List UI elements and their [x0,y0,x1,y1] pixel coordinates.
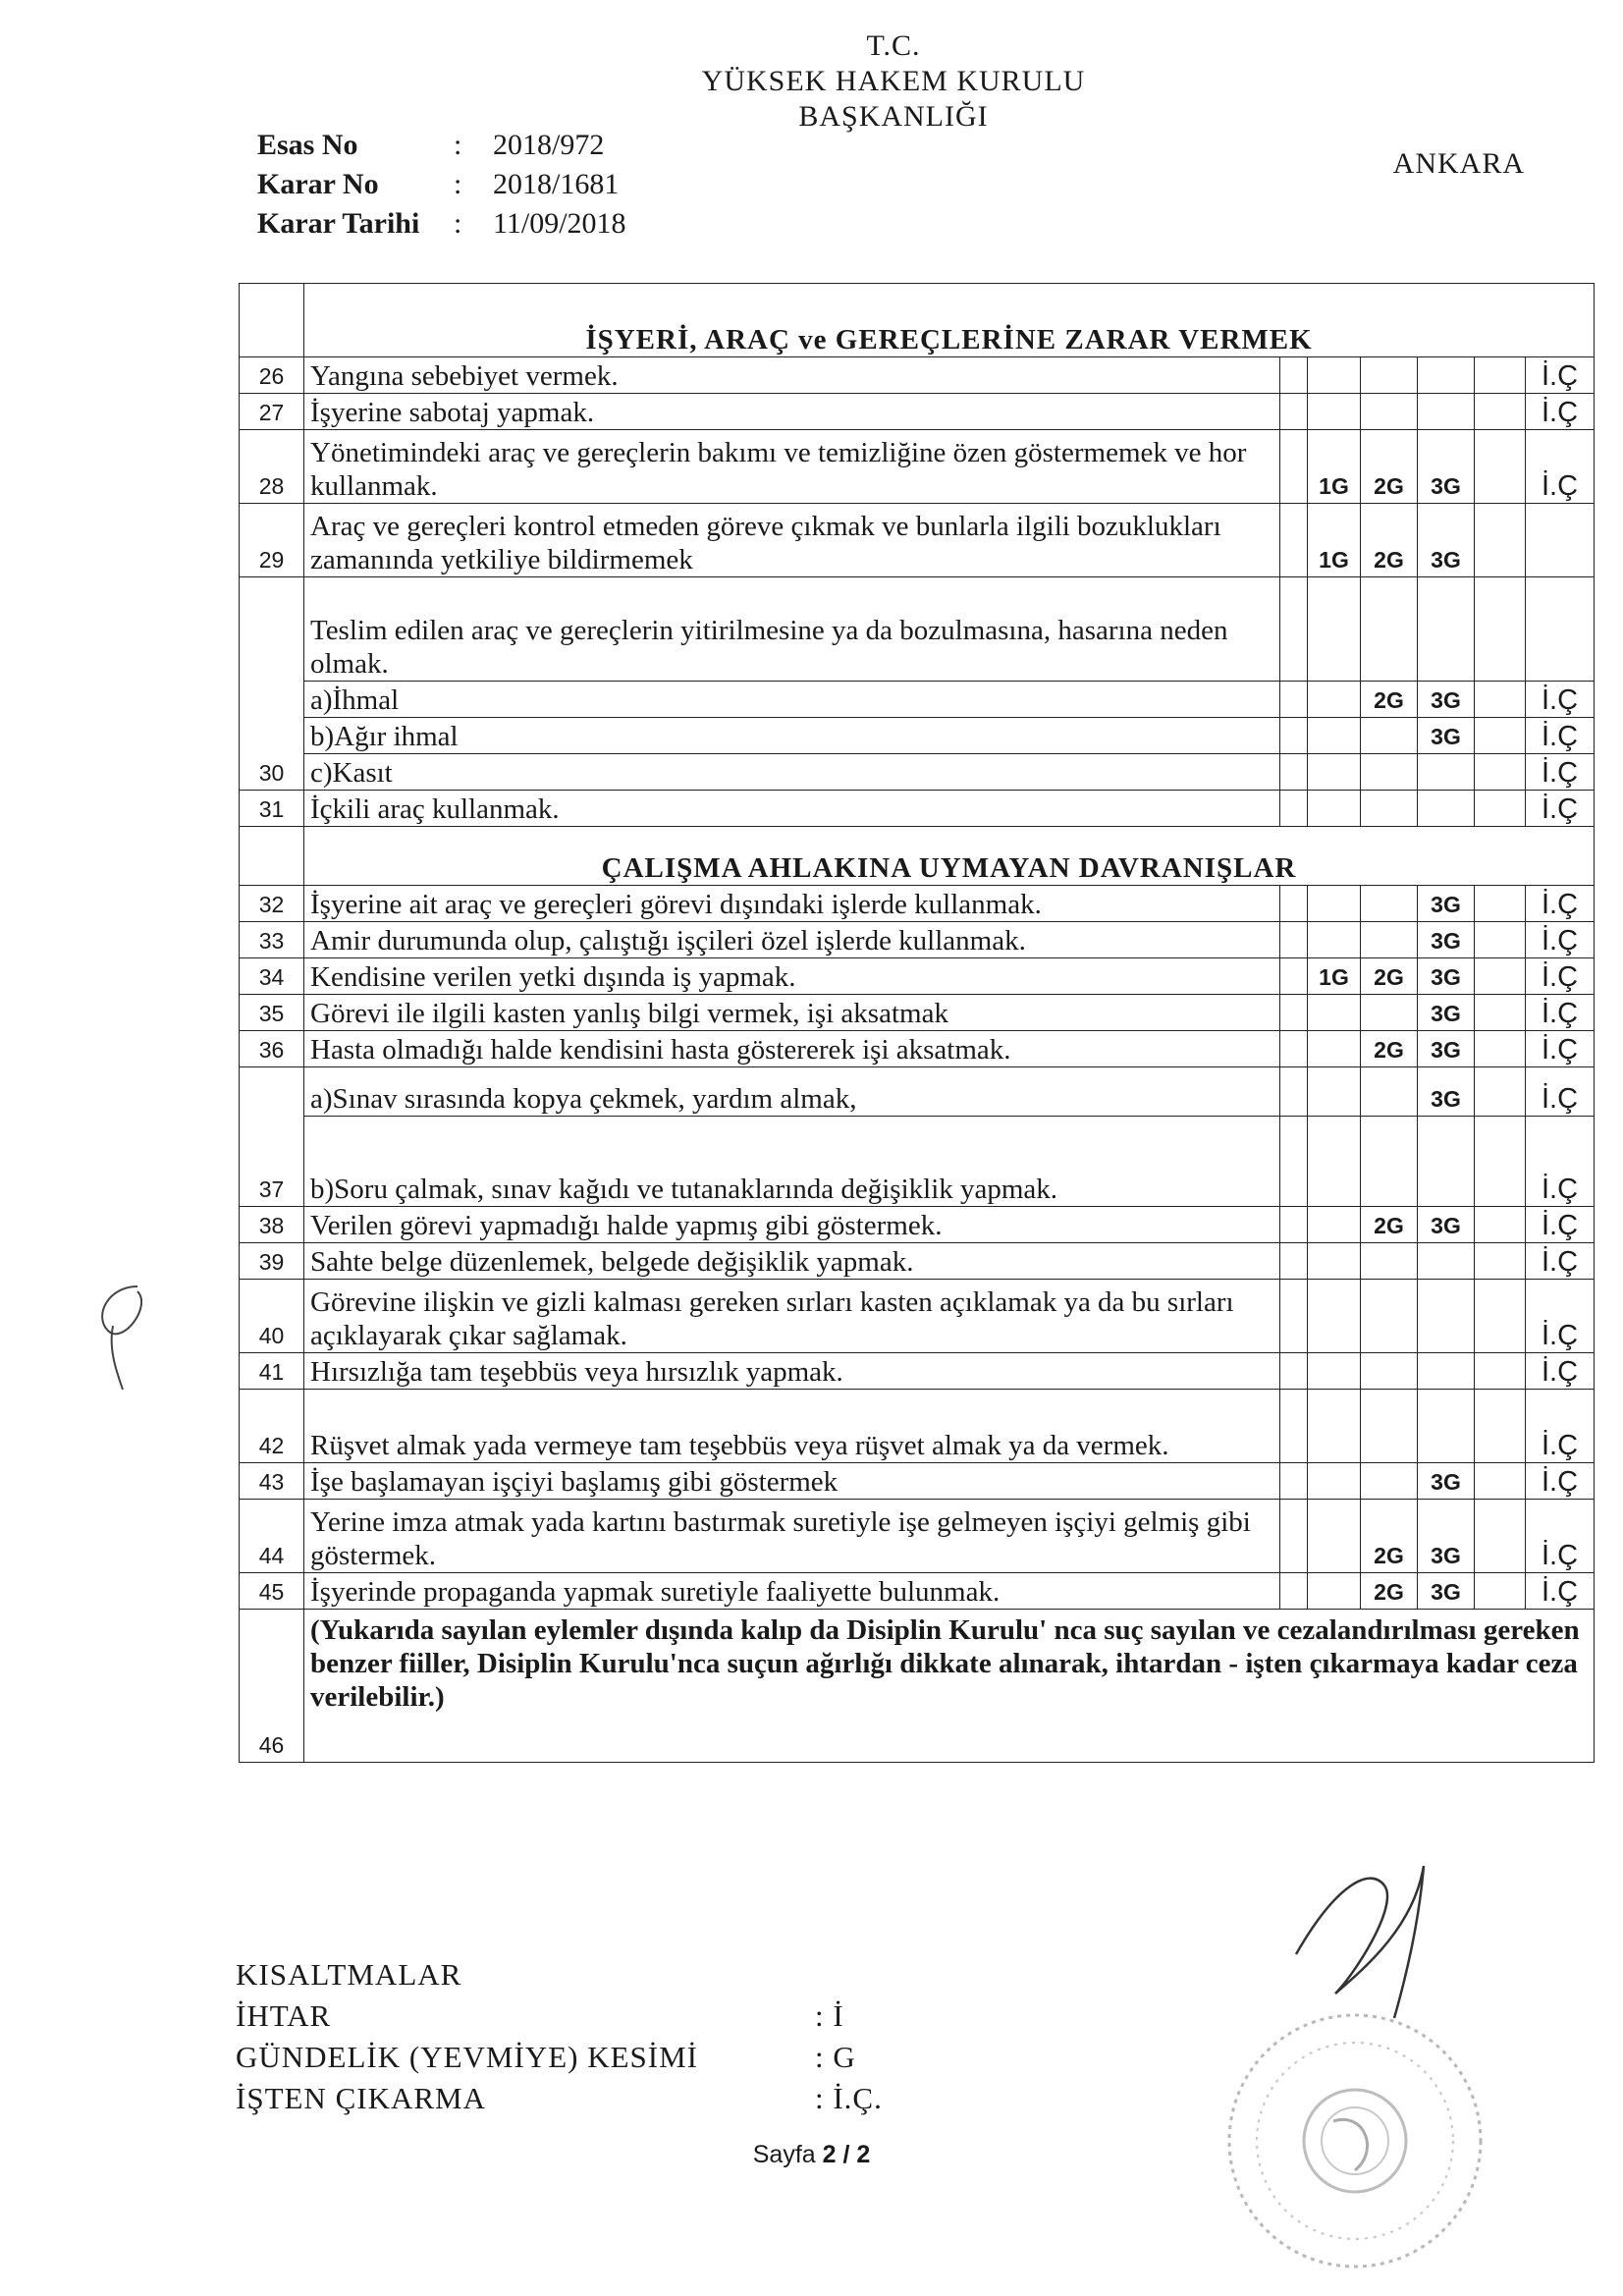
row-number: 40 [240,1280,304,1353]
page-footer [0,2141,1623,2169]
header-institution: YÜKSEK HAKEM KURULU [701,65,1086,97]
case-meta [257,126,626,244]
margin-initial-icon [79,1277,167,1394]
table-row [240,1067,1595,1117]
penalty-2g: 2G [1361,1207,1418,1243]
row-subtext: a)Sınav sırasında kopya çekmek, yardım almak, [304,1067,1280,1117]
table-row [240,922,1595,958]
penalty-3g: 3G [1418,1031,1475,1067]
row-number: 33 [240,922,304,958]
table-row [240,1573,1595,1610]
meta-sep: : [454,207,462,240]
meta-label: Karar No [257,168,379,200]
row-number: 35 [240,995,304,1031]
penalty-ic: İ.Ç [1526,886,1595,922]
row-text: Görevine ilişkin ve gizli kalması gereken sırları kasten açıklamak ya da bu sırları açıklayarak çıkar sağlamak. [304,1280,1280,1353]
page-prefix: Sayfa [752,2141,823,2168]
row-text: Yönetimindeki araç ve gereçlerin bakımı ve temizliğine özen göstermemek ve hor kullanmak. [304,430,1280,504]
table-row [240,577,1595,682]
meta-row-esas [257,126,626,165]
table-row [240,886,1595,922]
penalty-3g: 3G [1418,1463,1475,1500]
penalty-3g: 3G [1418,1500,1475,1573]
table-row [240,1390,1595,1463]
penalty-2g: 2G [1361,1573,1418,1610]
abbreviation-label: İHTAR [236,1998,332,2033]
penalty-ic: İ.Ç [1526,718,1595,754]
penalty-ic: İ.Ç [1526,1500,1595,1573]
table-row [240,1280,1595,1353]
penalty-1g: 1G [1308,958,1361,995]
penalty-3g: 3G [1418,1067,1475,1117]
row-subtext: b)Ağır ihmal [304,718,1280,754]
row-text: Amir durumunda olup, çalıştığı işçileri özel işlerde kullanmak. [304,922,1280,958]
meta-value: 2018/972 [493,129,605,161]
penalty-3g: 3G [1418,430,1475,504]
meta-label: Esas No [257,129,358,161]
penalty-ic: İ.Ç [1526,682,1595,718]
penalty-ic: İ.Ç [1526,922,1595,958]
row-text: İşyerine sabotaj yapmak. [304,394,1280,430]
row-number: 44 [240,1500,304,1573]
penalty-ic: İ.Ç [1526,430,1595,504]
penalty-2g: 2G [1361,682,1418,718]
penalty-ic: İ.Ç [1526,1067,1595,1117]
row-number: 30 [240,577,304,791]
abbreviation-item [236,2078,883,2119]
table-row [240,1207,1595,1243]
row-number: 28 [240,430,304,504]
header-tc: T.C. [866,29,921,62]
row-number: 26 [240,357,304,394]
penalty-3g: 3G [1418,1207,1475,1243]
table-subrow [240,1117,1595,1207]
penalty-ic: İ.Ç [1526,1207,1595,1243]
table-row [240,430,1595,504]
row-subtext: c)Kasıt [304,754,1280,791]
meta-row-karar [257,165,626,204]
penalty-3g: 3G [1418,504,1475,577]
row-number: 29 [240,504,304,577]
penalty-2g: 2G [1361,504,1418,577]
penalty-ic: İ.Ç [1526,1573,1595,1610]
row-text: Hırsızlığa tam teşebbüs veya hırsızlık yapmak. [304,1353,1280,1390]
penalty-3g: 3G [1418,958,1475,995]
table-row [240,394,1595,430]
penalty-2g: 2G [1361,958,1418,995]
penalty-table [239,283,1595,1763]
penalty-3g: 3G [1418,682,1475,718]
penalty-ic: İ.Ç [1526,1353,1595,1390]
abbreviations [236,1954,883,2119]
row-number: 34 [240,958,304,995]
penalty-ic: İ.Ç [1526,394,1595,430]
penalty-3g: 3G [1418,995,1475,1031]
table-subrow [240,682,1595,718]
table-row [240,1463,1595,1500]
penalty-3g: 3G [1418,886,1475,922]
row-number: 36 [240,1031,304,1067]
abbreviation-code: : G [815,2040,856,2074]
penalty-1g: 1G [1308,504,1361,577]
signature-icon [1276,1846,1453,2023]
row-text: (Yukarıda sayılan eylemler dışında kalıp da Disiplin Kurulu' nca suç sayılan ve cezalandırılması gereken benzer fiiller, Disiplin Kurulu'nca suçun ağırlığı dikkate alınarak, ihtardan - işten çıkarmaya kadar ceza verilebilir.) [304,1610,1595,1763]
abbreviation-label: İŞTEN ÇIKARMA [236,2081,486,2115]
abbreviation-item [236,1995,883,2037]
penalty-2g: 2G [1361,1031,1418,1067]
penalty-ic: İ.Ç [1526,754,1595,791]
row-text: Araç ve gereçleri kontrol etmeden göreve çıkmak ve bunlarla ilgili bozuklukları zamanında yetkiliye bildirmemek [304,504,1280,577]
row-number: 43 [240,1463,304,1500]
row-text: İçkili araç kullanmak. [304,791,1280,827]
table-row [240,504,1595,577]
abbreviation-code: : İ.Ç. [815,2081,883,2115]
table-row [240,958,1595,995]
table-row [240,791,1595,827]
row-text: Sahte belge düzenlemek, belgede değişiklik yapmak. [304,1243,1280,1280]
table-row [240,995,1595,1031]
row-number: 31 [240,791,304,827]
penalty-ic: İ.Ç [1526,1280,1595,1353]
meta-value: 2018/1681 [493,168,620,200]
section-header-row [240,284,1595,357]
table-row [240,1500,1595,1573]
penalty-ic: İ.Ç [1526,1243,1595,1280]
penalty-3g: 3G [1418,1573,1475,1610]
row-number: 46 [240,1610,304,1763]
row-text: Yerine imza atmak yada kartını bastırmak suretiyle işe gelmeyen işçiyi gelmiş gibi göstermek. [304,1500,1280,1573]
row-number: 45 [240,1573,304,1610]
table-row [240,1031,1595,1067]
penalty-3g: 3G [1418,718,1475,754]
row-text: İşe başlamayan işçiyi başlamış gibi göstermek [304,1463,1280,1500]
penalty-ic: İ.Ç [1526,995,1595,1031]
penalty-3g: 3G [1418,922,1475,958]
row-number: 37 [240,1067,304,1207]
penalty-ic: İ.Ç [1526,1031,1595,1067]
penalty-ic: İ.Ç [1526,1463,1595,1500]
penalty-ic: İ.Ç [1526,958,1595,995]
penalty-ic: İ.Ç [1526,791,1595,827]
row-subtext: b)Soru çalmak, sınav kağıdı ve tutanaklarında değişiklik yapmak. [304,1117,1280,1207]
row-text: Verilen görevi yapmadığı halde yapmış gibi göstermek. [304,1207,1280,1243]
penalty-2g: 2G [1361,430,1418,504]
table-subrow [240,754,1595,791]
penalty-2g: 2G [1361,1500,1418,1573]
meta-label: Karar Tarihi [257,207,420,240]
abbreviation-label: GÜNDELİK (YEVMİYE) KESİMİ [236,2040,698,2074]
meta-sep: : [454,129,462,161]
penalty-1g: 1G [1308,430,1361,504]
meta-sep: : [454,168,462,200]
row-text: Kendisine verilen yetki dışında iş yapmak. [304,958,1280,995]
penalty-ic: İ.Ç [1526,1117,1595,1207]
row-text: Yangına sebebiyet vermek. [304,357,1280,394]
abbreviations-title: KISALTMALAR [236,1957,462,1992]
row-number: 42 [240,1390,304,1463]
row-text: Rüşvet almak yada vermeye tam teşebbüs veya rüşvet almak ya da vermek. [304,1390,1280,1463]
section-header-row [240,827,1595,886]
row-text: Görevi ile ilgili kasten yanlış bilgi vermek, işi aksatmak [304,995,1280,1031]
row-text: İşyerine ait araç ve gereçleri görevi dışındaki işlerde kullanmak. [304,886,1280,922]
table-subrow [240,718,1595,754]
row-subtext: a)İhmal [304,682,1280,718]
table-row [240,1610,1595,1763]
row-text: Teslim edilen araç ve gereçlerin yitirilmesine ya da bozulmasına, hasarına neden olmak. [304,577,1280,682]
penalty-ic: İ.Ç [1526,357,1595,394]
row-number: 39 [240,1243,304,1280]
meta-value: 11/09/2018 [493,207,626,240]
row-text: Hasta olmadığı halde kendisini hasta göstererek işi aksatmak. [304,1031,1280,1067]
section-title: ÇALIŞMA AHLAKINA UYMAYAN DAVRANIŞLAR [304,827,1595,886]
row-number: 27 [240,394,304,430]
header-presidency: BAŞKANLIĞI [798,100,989,133]
table-row [240,1353,1595,1390]
meta-row-tarih [257,204,626,244]
header-city: ANKARA [1392,147,1525,180]
row-number: 38 [240,1207,304,1243]
penalty-ic: İ.Ç [1526,1390,1595,1463]
section-title: İŞYERİ, ARAÇ ve GEREÇLERİNE ZARAR VERMEK [304,284,1595,357]
row-number: 41 [240,1353,304,1390]
abbreviation-item [236,2037,883,2078]
page-number: 2 / 2 [822,2141,871,2168]
table-row [240,357,1595,394]
table-row [240,1243,1595,1280]
abbreviation-code: : İ [815,1998,844,2033]
row-number: 32 [240,886,304,922]
row-text: İşyerinde propaganda yapmak suretiyle faaliyette bulunmak. [304,1573,1280,1610]
